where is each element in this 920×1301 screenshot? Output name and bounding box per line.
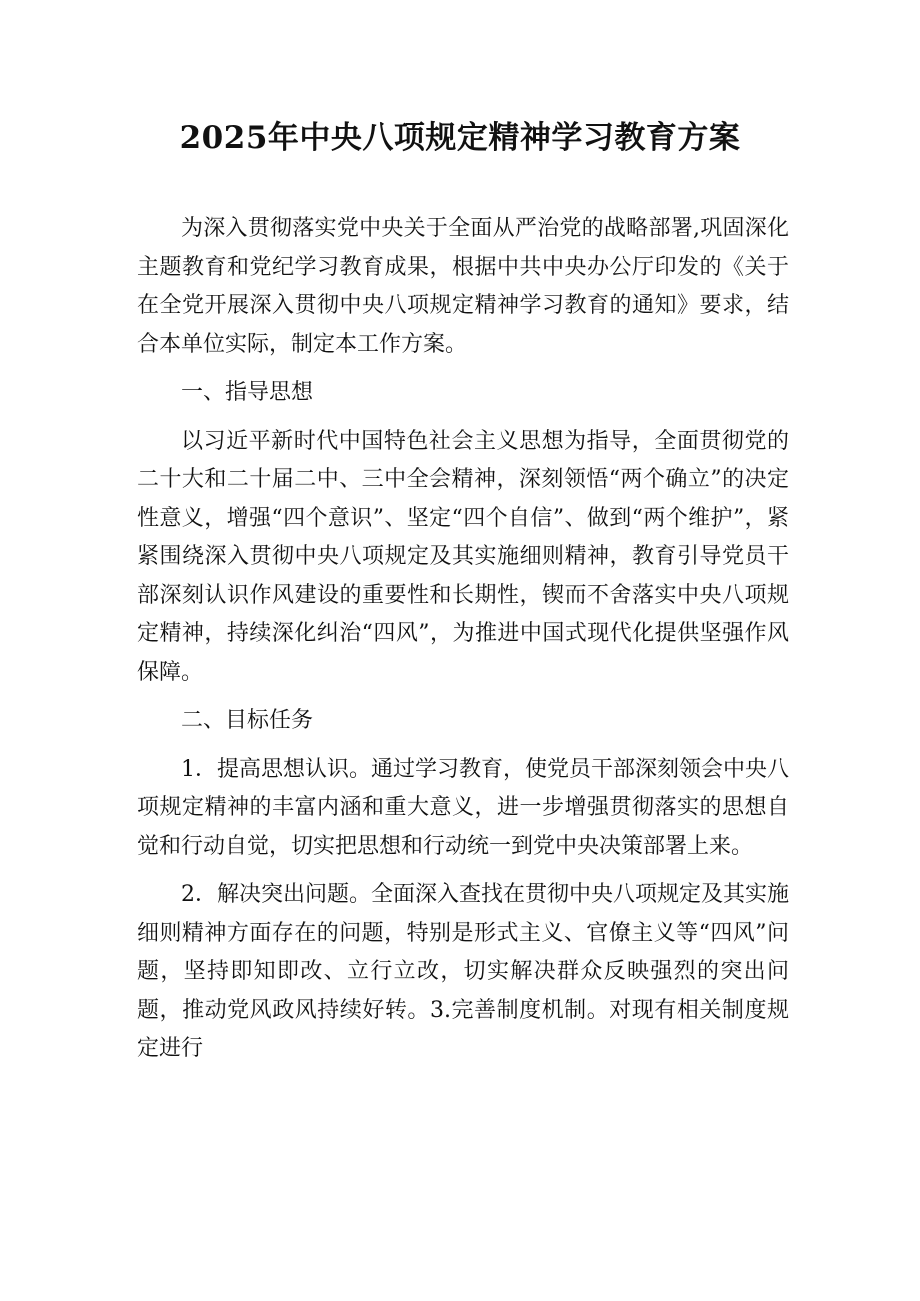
section-heading-goals: 二、目标任务 bbox=[181, 708, 314, 733]
document-body bbox=[137, 210, 789, 1069]
goal-item-1: 1．提高思想认识。通过学习教育，使党员干部深刻领会中央八项规定精神的丰富内涵和重大意义，进一步增强贯彻落实的思想自觉和行动自觉，切实把思想和行动统一到党中央决策部署上来。 bbox=[137, 756, 789, 859]
section-heading-guiding-thought: 一、指导思想 bbox=[181, 380, 314, 405]
intro-paragraph: 为深入贯彻落实党中央关于全面从严治党的战略部署,巩固深化主题教育和党纪学习教育成果，根据中共中央办公厅印发的《关于在全党开展深入贯彻中央八项规定精神学习教育的通知》要求，结合本单位实际，制定本工作方案。 bbox=[137, 216, 789, 357]
guiding-thought-paragraph: 以习近平新时代中国特色社会主义思想为指导，全面贯彻党的二十大和二十届二中、三中全会精神，深刻领悟“两个确立”的决定性意义，增强“四个意识”、坚定“四个自信”、做到“两个维护”，紧紧围绕深入贯彻中央八项规定及其实施细则精神，教育引导党员干部深刻认识作风建设的重要性和长期性，锲而不舍落实中央八项规定精神，持续深化纠治“四风”，为推进中国式现代化提供坚强作风保障。 bbox=[137, 428, 789, 685]
document-title: 2025年中央八项规定精神学习教育方案 bbox=[179, 120, 741, 156]
goal-item-2: 2．解决突出问题。全面深入查找在贯彻中央八项规定及其实施细则精神方面存在的问题，特别是形式主义、官僚主义等“四风”问题，坚持即知即改、立行立改，切实解决群众反映强烈的突出问题，推动党风政风持续好转。3.完善制度机制。对现有相关制度规定进行 bbox=[137, 882, 789, 1061]
